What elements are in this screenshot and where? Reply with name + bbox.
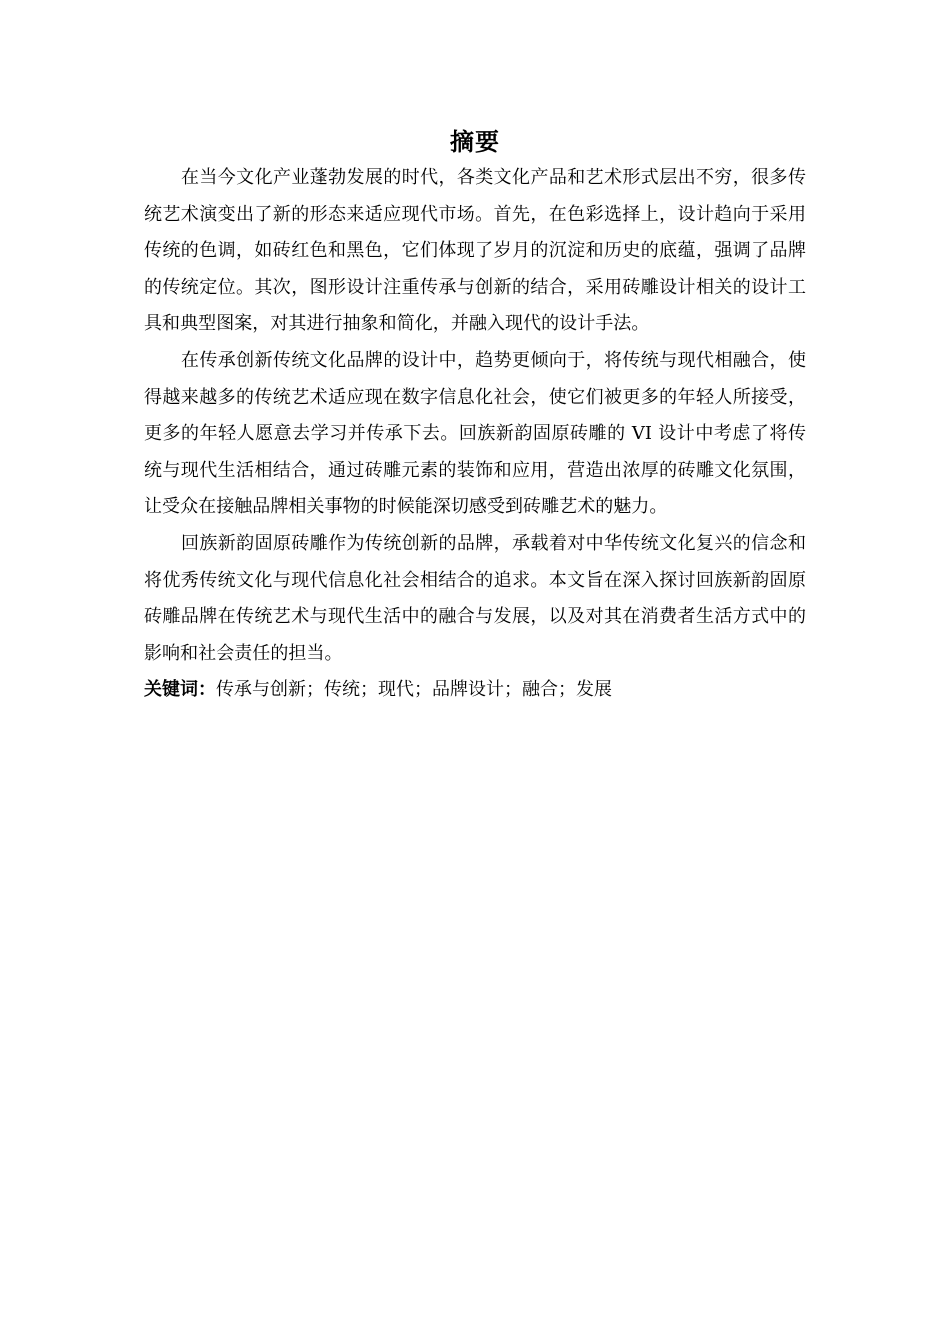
abstract-title: 摘要	[450, 128, 500, 156]
abstract-paragraph-1: 在当今文化产业蓬勃发展的时代，各类文化产品和艺术形式层出不穷，很多传统艺术演变出了新的形态来适应现代市场。首先，在色彩选择上，设计趋向于采用传统的色调，如砖红色和黑色，它们体现了岁月的沉淀和历史的底蕴，强调了品牌的传统定位。其次，图形设计注重传承与创新的结合，采用砖雕设计相关的设计工具和典型图案，对其进行抽象和简化，并融入现代的设计手法。	[144, 167, 806, 335]
abstract-paragraph-2: 在传承创新传统文化品牌的设计中，趋势更倾向于，将传统与现代相融合，使得越来越多的传统艺术适应现在数字信息化社会，使它们被更多的年轻人所接受，更多的年轻人愿意去学习并传承下去。回族新韵固原砖雕的 VI 设计中考虑了将传统与现代生活相结合，通过砖雕元素的装饰和应用，营造出浓厚的砖雕文化氛围，让受众在接触品牌相关事物的时候能深切感受到砖雕艺术的魅力。	[144, 349, 806, 518]
abstract-body	[144, 160, 806, 709]
keywords-label: 关键词：	[144, 679, 216, 701]
abstract-paragraph-3: 回族新韵固原砖雕作为传统创新的品牌，承载着对中华传统文化复兴的信念和将优秀传统文化与现代信息化社会相结合的追求。本文旨在深入探讨回族新韵固原砖雕品牌在传统艺术与现代生活中的融合与发展，以及对其在消费者生活方式中的影响和社会责任的担当。	[144, 532, 806, 664]
keywords-line	[144, 672, 806, 709]
keywords-text: 传承与创新；传统；现代；品牌设计；融合；发展	[216, 679, 612, 701]
